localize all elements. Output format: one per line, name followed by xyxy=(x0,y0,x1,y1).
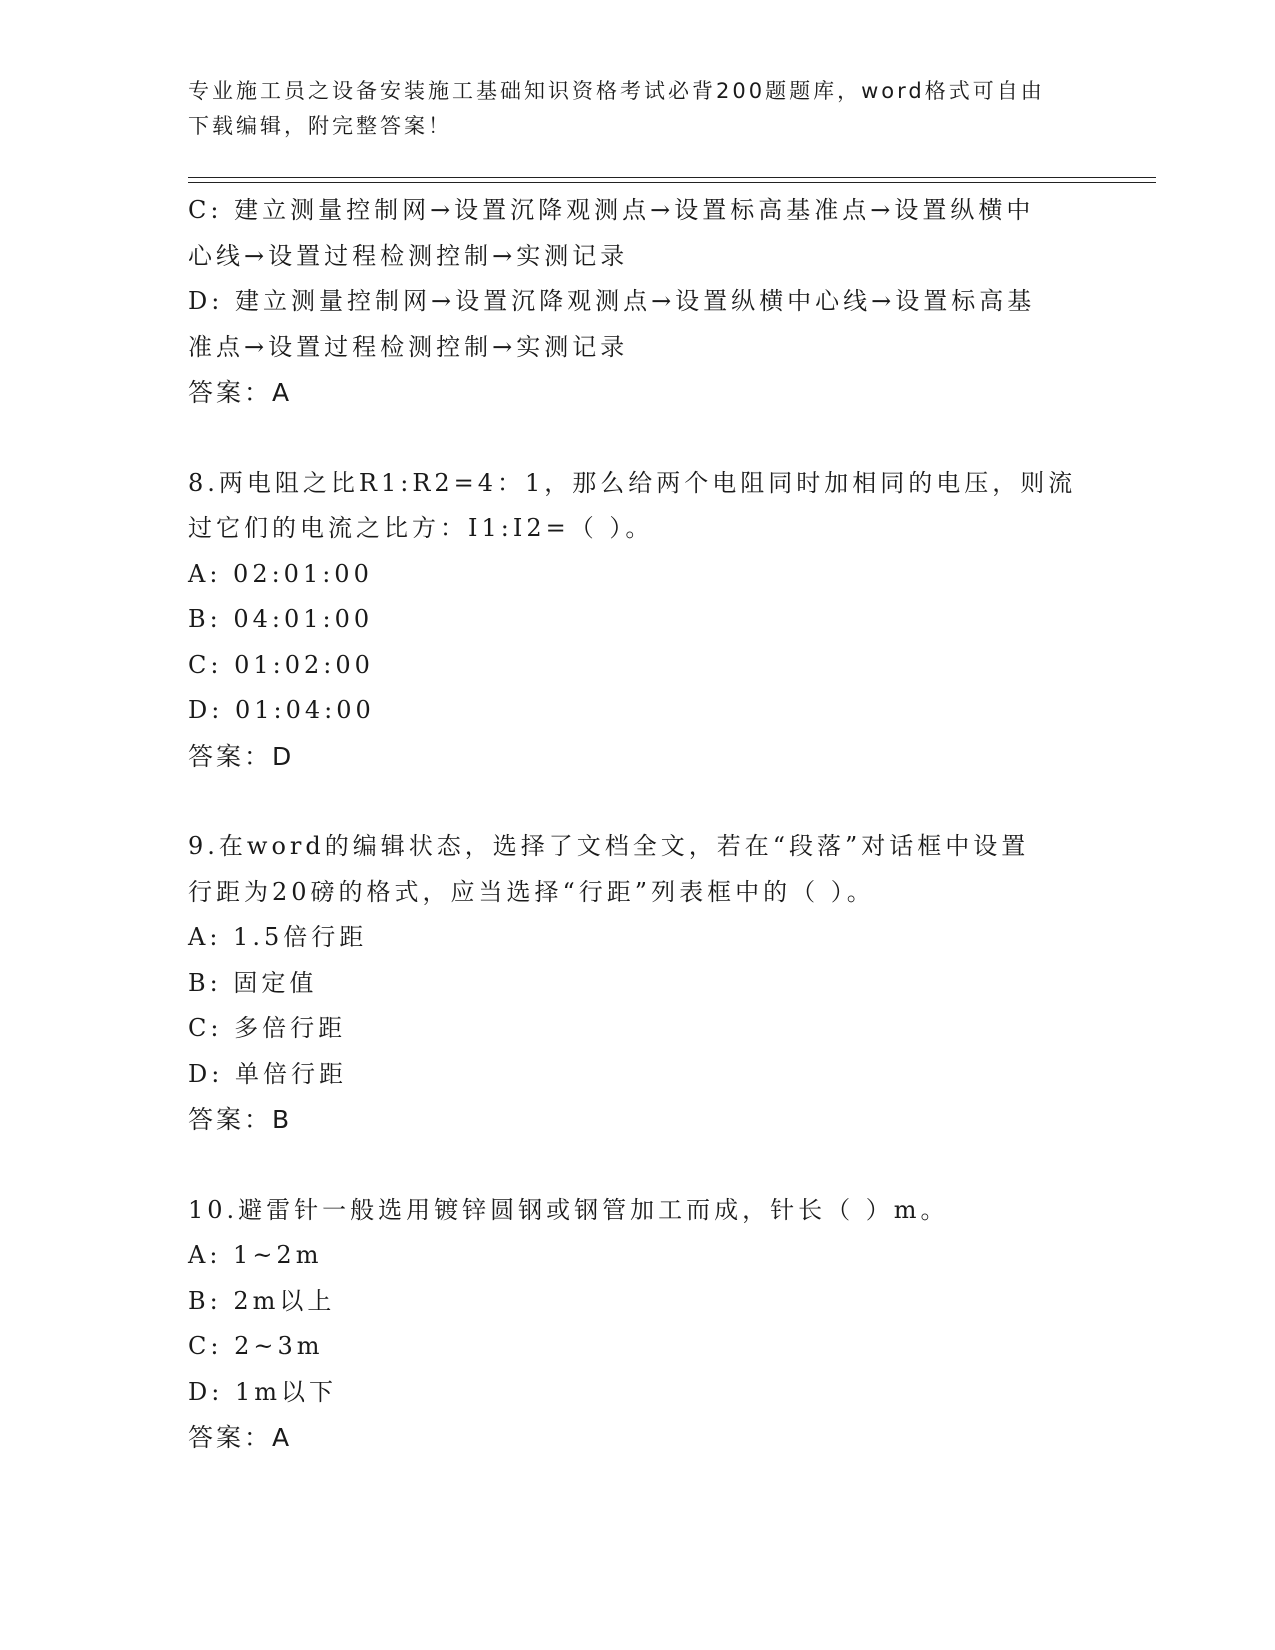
question-10 xyxy=(188,1188,1088,1461)
question-spacer xyxy=(188,1143,1088,1188)
option-d: D: 单倍行距 xyxy=(188,1059,347,1088)
question-stem-line-2: 过它们的电流之比方：I1:I2=（ ）。 xyxy=(188,514,654,542)
option-a: A: 1.5倍行距 xyxy=(188,923,368,951)
option-b: B: 固定值 xyxy=(188,968,318,997)
question-9 xyxy=(188,824,1088,1143)
option-d-line-2: 准点→设置过程检测控制→实测记录 xyxy=(188,332,629,361)
option-c-line-1: C: 建立测量控制网→设置沉降观测点→设置标高基准点→设置纵横中 xyxy=(188,196,1035,224)
answer-line: 答案：D xyxy=(188,741,295,771)
question-stem-line-1: 10.避雷针一般选用镀锌圆钢或钢管加工而成，针长（ ）m。 xyxy=(188,1195,949,1224)
option-d-line-1: D: 建立测量控制网→设置沉降观测点→设置纵横中心线→设置标高基 xyxy=(188,287,1036,315)
header-divider-bottom xyxy=(188,182,1156,183)
answer-line: 答案：B xyxy=(188,1105,293,1134)
option-c: C: 01:02:00 xyxy=(188,650,374,679)
option-c: C: 2~3m xyxy=(188,1332,324,1360)
question-stem-line-1: 8.两电阻之比R1:R2=4：1，那么给两个电阻同时加相同的电压，则流 xyxy=(188,468,1077,497)
document-header xyxy=(188,74,1088,144)
header-line-1: 专业施工员之设备安装施工基础知识资格考试必背200题题库，word格式可自由 xyxy=(188,79,1045,103)
header-divider-top xyxy=(188,177,1156,178)
option-b: B: 2m以上 xyxy=(188,1286,336,1315)
answer-line: 答案：A xyxy=(188,1423,293,1452)
question-stem-line-2: 行距为20磅的格式，应当选择“行距”列表框中的（ ）。 xyxy=(188,877,875,906)
question-8 xyxy=(188,461,1088,780)
header-line-2: 下载编辑，附完整答案！ xyxy=(188,114,452,138)
option-b: B: 04:01:00 xyxy=(188,605,374,633)
answer-line: 答案：A xyxy=(188,378,293,407)
question-stem-line-1: 9.在word的编辑状态，选择了文档全文，若在“段落”对话框中设置 xyxy=(188,832,1030,860)
option-a: A: 02:01:00 xyxy=(188,559,373,588)
question-7-continuation xyxy=(188,188,1088,416)
option-a: A: 1~2m xyxy=(188,1241,323,1269)
option-d: D: 01:04:00 xyxy=(188,696,375,724)
question-spacer xyxy=(188,416,1088,461)
option-d: D: 1m以下 xyxy=(188,1377,337,1406)
question-spacer xyxy=(188,779,1088,824)
document-body xyxy=(188,188,1088,1461)
option-c-line-2: 心线→设置过程检测控制→实测记录 xyxy=(188,241,629,270)
option-c: C: 多倍行距 xyxy=(188,1014,347,1042)
